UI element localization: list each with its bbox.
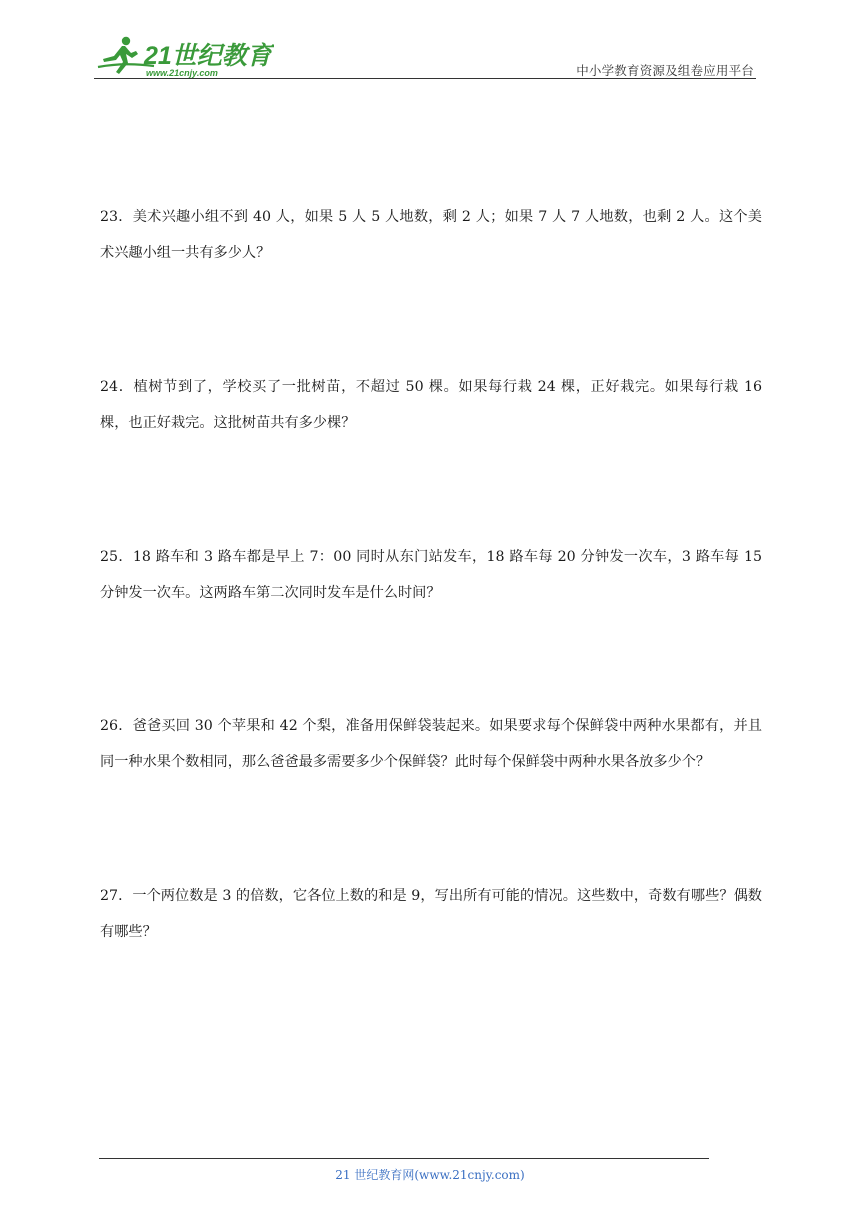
runner-logo-icon: [94, 32, 274, 82]
question-25: 25．18 路车和 3 路车都是早上 7：00 同时从东门站发车，18 路车每 20 分钟发一次车，3 路车每 15 分钟发一次车。这两路车第二次同时发车是什么时间？: [100, 549, 762, 601]
question-26: 26．爸爸买回 30 个苹果和 42 个梨，准备用保鲜袋装起来。如果要求每个保鲜袋中两种水果都有，并且同一种水果个数相同，那么爸爸最多需要多少个保鲜袋？此时每个保鲜袋中两种水果各放多少个？: [100, 718, 762, 770]
page-header: [0, 0, 860, 90]
question-24: 24．植树节到了，学校买了一批树苗，不超过 50 棵。如果每行栽 24 棵，正好栽完。如果每行栽 16 棵，也正好栽完。这批树苗共有多少棵？: [100, 379, 762, 431]
question-23: 23．美术兴趣小组不到 40 人，如果 5 人 5 人地数，剩 2 人；如果 7 人 7 人地数，也剩 2 人。这个美术兴趣小组一共有多少人？: [100, 209, 762, 261]
footer-divider: [99, 1158, 709, 1159]
question-27: 27．一个两位数是 3 的倍数，它各位上数的和是 9，写出所有可能的情况。这些数中，奇数有哪些？偶数有哪些？: [100, 888, 762, 940]
site-logo[interactable]: [94, 32, 274, 82]
logo-text: 21世纪教育: [144, 42, 272, 70]
footer-link[interactable]: 21 世纪教育网(www.21cnjy.com): [335, 1168, 525, 1182]
logo-url-text: www.21cnjy.com: [146, 68, 218, 78]
platform-name: 中小学教育资源及组卷应用平台: [576, 63, 754, 78]
header-divider: [94, 78, 756, 79]
